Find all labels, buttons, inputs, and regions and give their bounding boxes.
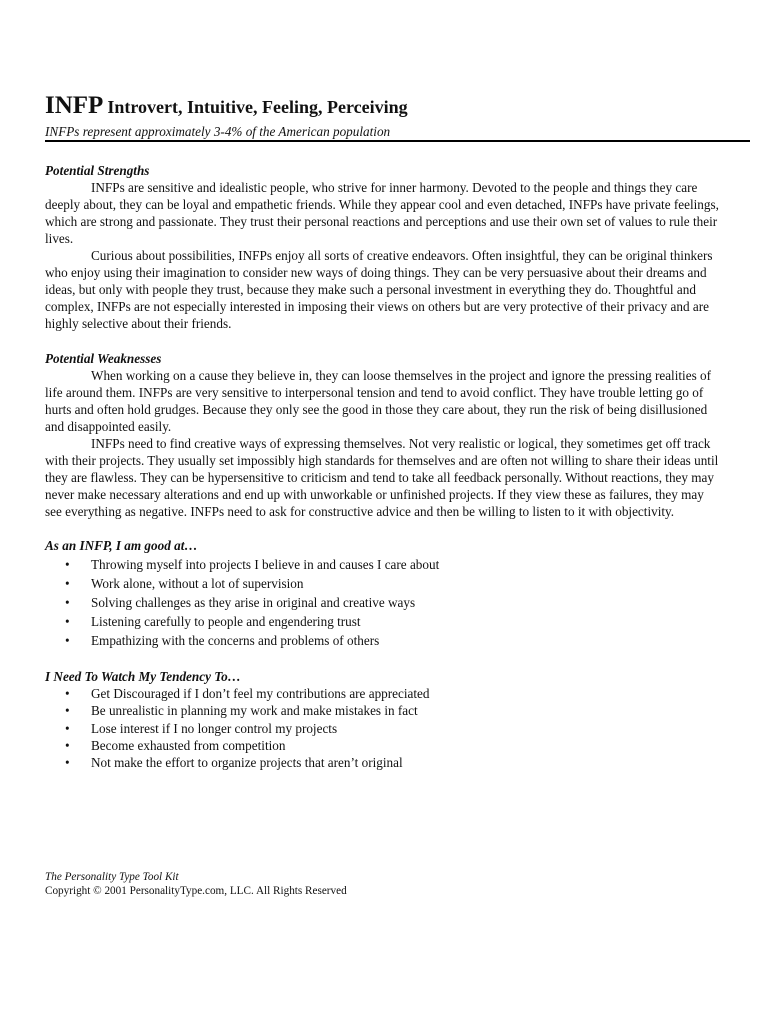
bullet-icon: •: [65, 595, 70, 610]
strengths-paragraph-2: Curious about possibilities, INFPs enjoy all sorts of creative endeavors. Often insightful, they can be original thinkers who enjoy using their imagination to consider new ways of doing things. They can be very persuasive about their dreams and ideas, but only with people they trust, because they make such a personal investment in everything they do. Thoughtful and complex, INFPs are not especially interested in imposing their views on others but are very protective of their privacy and are highly selective about their friends.: [45, 248, 713, 331]
list-item: [45, 593, 723, 612]
strengths-section: [45, 162, 723, 332]
title-description: Introvert, Intuitive, Feeling, Perceiving: [107, 97, 408, 117]
bullet-icon: •: [65, 633, 70, 648]
footer-kit-title: The Personality Type Tool Kit: [45, 871, 179, 883]
watch-section: [45, 668, 723, 771]
list-item-text: Throwing myself into projects I believe in and causes I care about: [91, 557, 440, 572]
good-at-heading: As an INFP, I am good at…: [45, 538, 198, 553]
list-item-text: Get Discouraged if I don’t feel my contributions are appreciated: [91, 686, 430, 701]
good-at-list: [45, 555, 723, 650]
bullet-icon: •: [65, 720, 70, 736]
list-item-text: Become exhausted from competition: [91, 737, 286, 753]
page-title: [45, 90, 723, 125]
page-footer: [45, 870, 347, 898]
list-item: [45, 574, 723, 593]
list-item-text: Not make the effort to organize projects that aren’t original: [91, 755, 403, 771]
document-page: [45, 90, 723, 771]
footer-copyright: Copyright © 2001 PersonalityType.com, LLC. All Rights Reserved: [45, 885, 347, 897]
bullet-icon: •: [65, 755, 70, 771]
bullet-icon: •: [65, 614, 70, 629]
watch-heading: I Need To Watch My Tendency To…: [45, 669, 241, 684]
list-item: [45, 555, 723, 574]
bullet-icon: •: [65, 557, 70, 572]
bullet-icon: •: [65, 737, 70, 753]
list-item-text: Listening carefully to people and engendering trust: [91, 614, 361, 629]
good-at-section: [45, 537, 723, 650]
list-item: [45, 737, 723, 754]
title-type: INFP: [45, 92, 104, 119]
list-item-text: Lose interest if I no longer control my projects: [91, 720, 338, 736]
list-item-text: Be unrealistic in planning my work and make mistakes in fact: [91, 703, 418, 719]
list-item: [45, 685, 723, 702]
page-subtitle: INFPs represent approximately 3-4% of the American population: [45, 124, 391, 139]
list-item-text: Solving challenges as they arise in original and creative ways: [91, 595, 416, 610]
bullet-icon: •: [65, 703, 70, 719]
list-item: [45, 754, 723, 771]
bullet-icon: •: [65, 576, 70, 591]
title-divider: [45, 140, 750, 142]
strengths-heading: Potential Strengths: [45, 163, 150, 178]
list-item: [45, 720, 723, 737]
weaknesses-paragraph-1: When working on a cause they believe in, they can loose themselves in the project and ignore the pressing realities of life around them. INFPs are very sensitive to interpersonal tension and tend to avoid conflict. They have trouble letting go of hurts and often hold grudges. Because they only see the good in those they care about, they run the risk of being disillusioned and disappointed easily.: [45, 368, 711, 434]
list-item: [45, 631, 723, 650]
list-item: [45, 702, 723, 719]
strengths-paragraph-1: INFPs are sensitive and idealistic people, who strive for inner harmony. Devoted to the people and things they care deeply about, they can be loyal and empathetic friends. While they appear cool and even detached, INFPs have private feelings, which are strong and passionate. They trust their personal reactions and perceptions and use their own set of values to rule their lives.: [45, 180, 719, 246]
weaknesses-section: [45, 350, 723, 520]
weaknesses-paragraph-2: INFPs need to find creative ways of expressing themselves. Not very realistic or logical, they sometimes get off track with their projects. They usually set impossibly high standards for themselves and are often not willing to share their ideas until they are flawless. They can be hypersensitive to criticism and tend to take all feedback personally. Without reactions, they may never make necessary alterations and end up with unworkable or unfinished projects. If they view these as failures, they may see everything as negative. INFPs need to ask for constructive advice and then be willing to listen to it with objectivity.: [45, 436, 719, 519]
weaknesses-heading: Potential Weaknesses: [45, 351, 162, 366]
bullet-icon: •: [65, 686, 70, 701]
list-item-text: Empathizing with the concerns and problems of others: [91, 633, 380, 648]
list-item-text: Work alone, without a lot of supervision: [91, 576, 304, 591]
watch-list: [45, 685, 723, 771]
list-item: [45, 612, 723, 631]
